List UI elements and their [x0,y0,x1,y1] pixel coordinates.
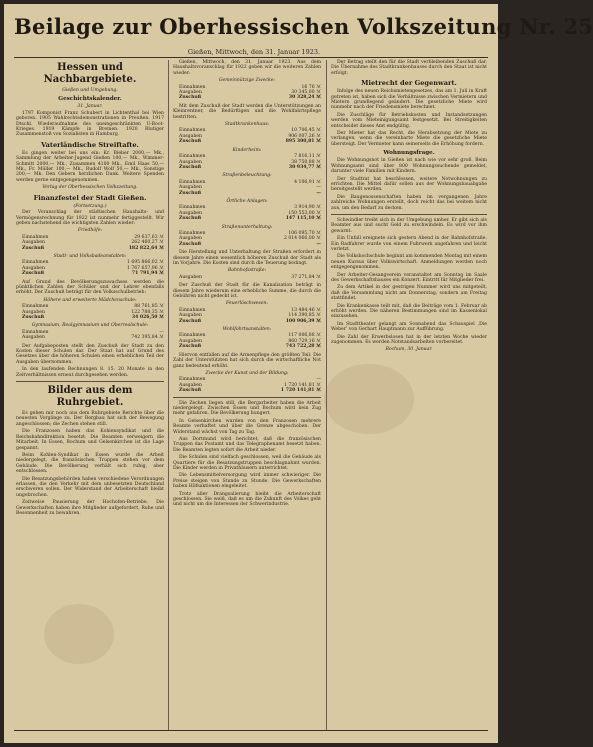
ledger-label: Ausgaben [179,210,202,216]
ledger-label: Zuschuß [22,245,45,251]
feuer-label: Feuerlöschwesen: [226,301,268,307]
ledger-label: Einnahmen [179,154,206,160]
ledger-label: Zuschuß [179,139,202,145]
notiz-paragraph: Zu dem Artikel in der gestrigen Nummer wird uns mitgeteilt, daß die Versammlung nicht am Donnerstag, sondern am Freitag stattfindet. [331,285,487,302]
ledger-value: 30 345,00 ℳ [291,90,321,96]
section-subtitle: Gießen und Umgebung. [62,88,118,93]
ruhr-paragraph: Die Lebensmittelversorgung wird immer schwieriger. Die Preise steigen von Stunde zu Stunde. Die Gewerkschaften haben Hilfsaktionen eingeleitet. [173,473,321,490]
streit-signature: Verlag der Oberhessischen Volkszeitung. [42,185,138,191]
kultur-table [173,377,321,393]
ledger-row [173,216,321,221]
mietrecht-paragraph: Der Mieter hat das Recht, die Herabsetzung der Miete zu verlangen, wenn die vereinbarte Miete die gesetzliche Miete übersteigt. Der Vermieter kann seinerseits die Erhöhung fordern. [331,131,487,147]
kalender-heading: Geschichtskalender. [58,96,122,103]
ledger-row [173,191,321,196]
dateline: Gießen, Mittwoch, den 31. Januar 1923. [187,48,321,56]
divider [173,397,321,398]
kalender-date: 31. Januar. [77,104,103,110]
ledger-value: 7 816,11 ℳ [294,154,321,160]
ledger-value: 860 729,16 ℳ [288,338,321,344]
mietrecht-paragraph: Infolge des neuen Reichsmietengesetzes, das am 1. Juli in Kraft getreten ist, haben sich die Verhältnisse zwischen Vermietern und Mietern grundlegend geändert. Die gesetzliche Miete wird nunmehr nach der Friedensmiete berechnet. [331,89,487,111]
ledger-label: Zuschuß [179,164,202,170]
ledger-label: Einnahmen [179,377,206,383]
ledger-value: — [316,377,321,383]
column-1 [16,60,164,731]
finanz-heading: Finanzfestel der Stadt Gießen. [33,193,147,202]
ledger-label: Zuschuß [179,190,202,196]
ledger-value: 4 106,91 ℳ [294,179,321,185]
gem-label: Gemeinnützige Zwecke: [218,78,276,84]
ledger-label: Zuschuß [179,388,202,394]
bade-table [16,260,164,276]
ledger-value: — [159,329,164,335]
gym-label: Gymnasium, Realgymnasium und Oberrealschule: [31,323,149,329]
ledger-value: — [316,190,321,196]
streit-text: Es gingen weiter bei uns ein: Kr. Bieber 2000,— Mk., Sammlung der Arbeiter-Jugend Gießen 100,— Mk., Wimmer-Schmitt 2000,— Mk., Zusammen 4100 Mk., Emil Haas 50,— Mk., Fr. Müller 100,— Mk., Rudolf Wolf 50,— Mk., Sonstige 200,— Mk. Den Gebern herzlichen Dank. Weitere Spenden werden gerne entgegengenommen. [16,150,164,183]
oertl-label: Örtliche Anlagen: [226,198,268,204]
ledger-value: 1 720 141,81 ℳ [280,388,321,394]
ledger-value: 122 788,35 ℳ [131,309,164,315]
wohl-text: Hiervon entfallen auf die Armenpflege den größten Teil. Die Zahl der Unterstützten hat sich durch die wirtschaftliche Not ganz bedeutend erhöht. [173,352,321,369]
ledger-label: Einnahmen [179,128,206,134]
ruhr-paragraph: Zeitweise Pausierung der Hochofen-Betriebe. Die Gewerkschaften haben ihre Mitglieder aufgefordert, Ruhe und Besonnenheit zu bewahren. [16,500,164,516]
newspaper-page [4,4,593,743]
ledger-label: Ausgaben [22,309,45,315]
ledger-row [16,271,164,276]
ledger-label: Einnahmen [22,234,49,240]
ledger-value: 150 553,00 ℳ [288,210,321,216]
ruhr-paragraph: Beim Kohlen-Syndikat in Essen wurde die Arbeit niedergelegt, die französischen Truppen stehen vor dem Gebäude. Die Bevölkerung verhält sich ruhig, aber entschlossen. [16,452,164,475]
ruhr-paragraph: Die Franzosen haben das Kohlensyndikat und die Reichsbahndirektion besetzt. Die Beamten verweigern die Mitarbeit. In Essen, Bochum und Gelsenkirchen ist die Lage gespannt. [16,429,164,451]
ledger-value: 10 706,45 ℳ [291,128,321,134]
notiz-paragraph: Ein Unfall ereignete sich gestern Abend in der Bahnhofstraße. Ein Radfahrer wurde von einem Fuhrwerk angefahren und leicht verletzt. [331,236,487,252]
ruhr-paragraph: Aus Dortmund wird berichtet, daß die französischen Truppen das Postamt und das Telegraphenamt besetzt haben. Die Beamten legten sofort die Arbeit nieder. [173,436,321,453]
ledger-value: 1 720 141,81 ℳ [283,382,321,388]
ledger-row [16,335,164,340]
ledger-row [173,242,321,247]
ledger-value: 106 095,70 ℳ [288,230,321,236]
col3-intro: Der Betrag stellt den für die Stadt verbleibenden Zuschuß dar. Die Übernahme des Stadtkrankenhauses durch den Staat ist nicht erfolgt. [331,60,487,76]
ledger-value: 3 914,90 ℳ [294,205,321,211]
notiz-paragraph: Der Arbeiter-Gesangverein veranstaltet am Sonntag im Saale des Gewerkschaftshauses ein Konzert. Eintritt für Mitglieder frei. [331,272,487,283]
ledger-label: Ausgaben [179,313,202,319]
ledger-value: 37 271,84 ℳ [291,274,321,280]
ledger-row [173,165,321,170]
ledger-value: 38 750,88 ℳ [291,159,321,165]
strassen-text: Die Herstellung und Unterhaltung der Straßen erfordert in diesem Jahre einen wesentlich höheren Zuschuß der Stadt als im Vorjahre. Die Kosten sind durch die Teuerung bedingt. [173,250,321,266]
ruhr-title: Bilder aus dem Ruhrgebiet. [47,385,133,409]
wohnung-paragraph: Die Baugenossenschaften haben im vergangenen Jahre zahlreiche Wohnungen erstellt, doch reicht das bei weitem nicht aus, um den Bedarf zu decken. [331,194,487,211]
notiz-paragraph: Im Stadttheater gelangt am Sonnabend das Schauspiel ‚Die Weber‘ von Gerhart Hauptmann zur Aufführung. [331,321,487,333]
ledger-label: Zuschuß [179,216,202,222]
ledger-label: Ausgaben [179,338,202,344]
ledger-value: 743 722,28 ℳ [285,344,321,350]
ledger-label: Einnahmen [179,205,206,211]
col2-intro: Gießen, Mittwoch, den 31. Januar 1923. Aus dem Haushaltsvoranschlag für 1922 geben wir die weiteren Zahlen wieder: [173,60,321,76]
ledger-value: 262 460,27 ℳ [131,240,164,246]
ledger-value: — [316,185,321,191]
ledger-value: 114 390,85 ℳ [288,313,321,319]
ledger-value: 30 328,24 ℳ [288,95,321,101]
masthead-rule [14,57,488,58]
ledger-value: 29 637,63 ℳ [134,234,164,240]
ruhr-paragraph: In Gelsenkirchen wurden von den Franzosen mehrere Beamte verhaftet und über die Grenze abgeschoben. Der Widerstand wächst von Tag zu Tag. [173,418,321,435]
divider [16,381,164,382]
ledger-row [173,275,321,280]
ledger-label: Einnahmen [179,84,206,90]
mietrecht-paragraph: Die Zuschläge für Betriebskosten und Instandsetzungen werden vom Mieteinigungsamt festgesetzt. Bei Streitigkeiten entscheidet dieses Amt endgültig. [331,112,487,129]
ledger-label: Zuschuß [179,318,202,324]
kultur-label: Zwecke der Kunst und der Bildung: [205,370,289,376]
ledger-label: Einnahmen [179,307,206,313]
ledger-value: 1 767 657,96 ℳ [126,265,164,271]
wohnung-heading: Wohnungsfrage. [383,150,435,157]
ledger-value: 88 761,85 ℳ [134,304,164,310]
oertl-table [173,205,321,221]
wohnung-paragraph: Der Stadtrat hat beschlossen, weitere Notwohnungen zu errichten. Die Mittel dafür sollen aus der Wohnungsbauabgabe bereitgestellt werden. [331,176,487,193]
ledger-value: 100 906,39 ℳ [285,318,321,324]
kinder-label: Kinderheim: [232,147,262,153]
gem-table [173,85,321,101]
signature: Bochum, 30. Januar. [385,347,433,353]
ledger-row [173,95,321,100]
ledger-row [173,344,321,349]
ledger-value: 895 300,81 ℳ [285,139,321,145]
ruhr-paragraph: Trotz aller Drangsalierung bleibt die Arbeiterschaft geschlossen. Sie weiß, daß es um die Zukunft des Volkes geht und nicht um die Interessen der Schwerindustrie. [173,491,321,508]
column-2 [173,60,321,731]
wohlfahrt-label: Wohlfahrtsanstalten: [222,327,272,333]
ledger-label: Ausgaben [22,265,45,271]
ledger-value: 13 484,46 ℳ [291,307,321,313]
ledger-value: 182 822,64 ℳ [128,245,164,251]
ruhr-paragraph: Es gehen mir noch aus dem Ruhrgebiete Berichte über die neuesten Vorgänge zu. Der Bergbau hat sich der Bewegung angeschlossen; die Zechen stehen still. [16,411,164,427]
ledger-value: 742 395,84 ℳ [131,335,164,341]
beleucht-table [173,180,321,196]
ledger-label: Ausgaben [179,236,202,242]
ledger-label: Ausgaben [22,335,45,341]
ruhr-paragraph: Die Besatzungsbehörden haben verschiedene Verordnungen erlassen, die den Verkehr mit dem unbesetzten Deutschland erschweren sollen. Der Widerstand der Arbeiterschaft bleibt ungebrochen. [16,476,164,498]
ledger-value: 71 791,94 ℳ [131,271,164,277]
schule-table [16,304,164,320]
mietrecht-heading: Mietrecht der Gegenwart. [361,79,457,88]
ledger-label: Einnahmen [179,230,206,236]
ledger-value: 117 006,88 ℳ [288,333,321,339]
masthead-title: Beilage zur Oberhessischen Volkszeitung Nr. 25 [14,14,593,39]
stadt-table [173,128,321,144]
ledger-label: Ausgaben [179,133,202,139]
bahnhof-table [173,275,321,280]
ledger-label: Einnahmen [22,260,49,266]
ledger-value: 30 934,77 ℳ [288,164,321,170]
gym-text: Der Aufgabeposten stellt den Zuschuß der Stadt zu den Kosten dieser Schulen dar. Der Staat hat auf Grund des Gesetzes über die höheren Schulen einen erheblichen Teil der Ausgaben übernommen. [16,343,164,365]
strassen-table [173,231,321,247]
gym-table [16,330,164,341]
ledger-label: Zuschuß [22,271,45,277]
gem-text: Mit dem Zuschuß der Stadt werden die Unterstützungen an Kleinrentner, die Bedürftigen und die Wohlfahrtspflege bestritten. [173,103,321,120]
notiz-paragraph: Die Volkshochschule beginnt am kommenden Montag mit einem neuen Kursus über Volkswirtschaft. Anmeldungen werden noch entgegengenommen. [331,254,487,271]
ledger-label: Ausgaben [179,185,202,191]
ledger-value: 906 007,26 ℳ [288,133,321,139]
ledger-label: Ausgaben [179,90,202,96]
ledger-label: Einnahmen [22,304,49,310]
ledger-row [173,319,321,324]
column-divider [326,60,327,731]
divider [331,214,487,215]
wohlfahrt-table [173,333,321,349]
ledger-label: Zuschuß [179,95,202,101]
section-title: Hessen und Nachbargebiete. [43,62,137,85]
friedhof-table [16,235,164,251]
footer-rule [14,730,488,731]
wohnung-paragraph: Die Wohnungsnot in Gießen ist nach wie vor sehr groß. Beim Wohnungsamt sind über 800 Wohnungssuchende gemeldet, darunter viele Familien mit Kindern. [331,158,487,175]
ledger-label: Einnahmen [22,329,49,335]
feuer-table [173,308,321,324]
ledger-label: Ausgaben [22,240,45,246]
streit-heading: Vaterländische Streiftafte. [41,140,139,149]
notiz-paragraph: Schwindler treibt sich in der Umgebung umher. Er gibt sich als Beamter aus und sucht Geld zu erschwindeln. Es wird vor ihm gewarnt. [331,217,487,234]
stadt-label: Stadtkrankenhaus: [224,122,270,128]
ledger-label: Zuschuß [22,315,45,320]
bade-label: Stadt- und Volksbadeanstalten: [53,253,127,259]
ledger-label: Ausgaben [179,159,202,165]
ledger-value: 1 695 866,02 ℳ [126,260,164,266]
ledger-label: Zuschuß [179,344,202,350]
column-3 [331,60,487,731]
friedhof-label: Friedhöfe: [77,228,103,234]
ruhr-paragraph: Die Zechen liegen still, die Bergarbeiter haben die Arbeit niedergelegt. Zwischen Essen und Bochum wird kein Zug mehr gefahren. Die Bevölkerung hungert. [173,400,321,417]
finanz-sub: (Fortsetzung.) [73,203,107,209]
ledger-value: 2 014 066,00 ℳ [283,236,321,242]
kalender-text: 1797 Komponist Franz Schubert in Lichtenthal bei Wien geboren. 1905 Wahlrechtsdemonstrationen in Preußen. 1917 Dtschl. Wiederaufnahme des uneingeschränkten U-Boot-Krieges. 1919 Kämpfe in Bremen. 1920 Blutiger Zusammenstoß von Sozialisten in Hamburg. [16,110,164,138]
strassen-label: Straßenunterhaltung: [221,224,273,230]
ledger-value: 16 76 ℳ [301,84,321,90]
ledger-row [173,388,321,393]
ledger-value: 34 026,50 ℳ [131,315,164,320]
schule-text: Auf Grund des Bevölkerungszuwachses werden die pünktlichen Zahlen der Schüler und der Lehrer ebenfalls erhöht. Der Zuschuß beträgt für den Volksschulbetrieb: [16,279,164,296]
ledger-value: 147 115,10 ℳ [285,216,321,222]
ledger-row [173,139,321,144]
ruhr-paragraph: Die Schulen sind vielfach geschlossen, weil die Gebäude als Quartiere für die Besatzungstruppen beschlagnahmt wurden. Die Kinder werden in Privathäusern unterrichtet. [173,455,321,471]
kanal-text: Der Zuschuß der Stadt für die Kanalisation beträgt in diesem Jahre wiederum eine erhebliche Summe, die durch die Gebühren nicht gedeckt ist. [173,283,321,300]
ledger-value: — [316,241,321,247]
ledger-label: Ausgaben [179,274,202,280]
ledger-label: Einnahmen [179,333,206,339]
ledger-label: Ausgaben [179,382,202,388]
notiz-paragraph: Die Zahl der Erwerbslosen hat in der letzten Woche wieder zugenommen. Es werden Notstandsarbeiten vorbereitet. [331,334,487,346]
schluss-text: In den laufenden Rechnungen 8. 15. 20 Monate in den Zeitverhältnissen erneut durchgesehen werden. [16,367,164,378]
column-divider [168,60,169,731]
beleucht-label: Straßenbeleuchtung: [222,173,272,179]
bahnhof-label: Bahnhofsstraße: [227,268,267,274]
finanz-text: Der Voranschlag der städtischen Haushalts- und Vermögensrechnung für 1922 ist nunmehr fertiggestellt. Wir geben nachstehend die wichtigsten Zahlen wieder: [16,210,164,226]
ledger-label: Zuschuß [179,241,202,247]
ledger-label: Einnahmen [179,179,206,185]
schule-label: Höhere und erweiterte Mädchenschule: [43,297,137,303]
notiz-paragraph: Die Krankenkasse teilt mit, daß die Beiträge vom 1. Februar ab erhöht werden. Die näheren Bestimmungen sind im Kassenlokal einzusehen. [331,303,487,320]
ledger-row [16,315,164,320]
kinder-table [173,154,321,170]
ledger-row [16,246,164,251]
